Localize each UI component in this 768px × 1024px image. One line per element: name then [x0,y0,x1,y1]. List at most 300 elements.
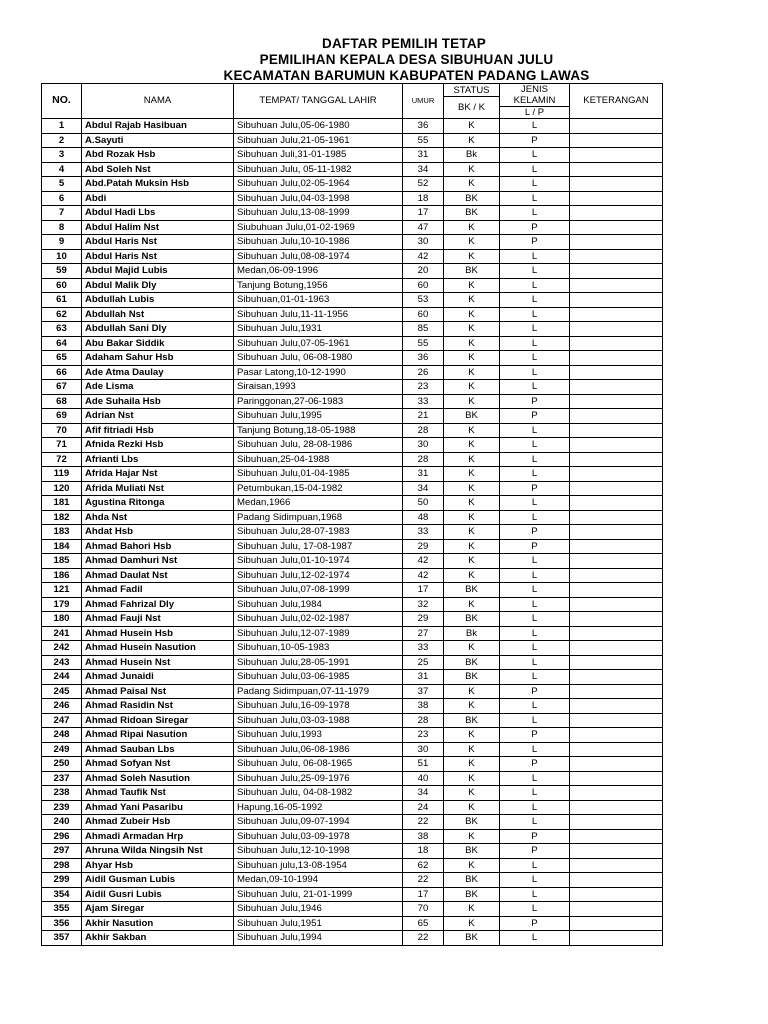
cell-keterangan [570,380,663,395]
cell-keterangan [570,162,663,177]
cell-status: K [444,786,500,801]
cell-tempat-tanggal-lahir: Sibuhuan Julu,28-05-1991 [234,655,403,670]
table-row [42,873,663,888]
cell-jenis-kelamin: L [500,177,570,192]
header-status-sub: BK / K [444,97,500,119]
table-row [42,380,663,395]
cell-tempat-tanggal-lahir: Sibuhuan Julu,01-10-1974 [234,554,403,569]
cell-umur: 18 [403,191,444,206]
cell-no: 61 [42,293,82,308]
cell-jenis-kelamin: L [500,902,570,917]
cell-nama: Abdul Hadi Lbs [82,206,234,221]
cell-nama: Abd.Patah Muksin Hsb [82,177,234,192]
cell-nama: Ade Suhaila Hsb [82,394,234,409]
cell-nama: Ahmad Fahrizal Dly [82,597,234,612]
cell-no: 357 [42,931,82,946]
cell-tempat-tanggal-lahir: Sibuhuan julu,13-08-1954 [234,858,403,873]
cell-status: K [444,336,500,351]
cell-umur: 25 [403,655,444,670]
cell-umur: 28 [403,713,444,728]
cell-keterangan [570,467,663,482]
cell-keterangan [570,394,663,409]
cell-jenis-kelamin: L [500,858,570,873]
cell-tempat-tanggal-lahir: Sibuhuan Julu,03-06-1985 [234,670,403,685]
cell-no: 244 [42,670,82,685]
cell-umur: 20 [403,264,444,279]
cell-no: 241 [42,626,82,641]
cell-umur: 22 [403,931,444,946]
cell-jenis-kelamin: L [500,249,570,264]
cell-no: 243 [42,655,82,670]
cell-keterangan [570,800,663,815]
table-row [42,177,663,192]
cell-nama: Abdi [82,191,234,206]
cell-umur: 29 [403,539,444,554]
cell-umur: 60 [403,278,444,293]
cell-status: K [444,510,500,525]
cell-jenis-kelamin: L [500,815,570,830]
table-row [42,771,663,786]
cell-jenis-kelamin: L [500,800,570,815]
table-row [42,742,663,757]
cell-umur: 17 [403,206,444,221]
cell-nama: Ade Atma Daulay [82,365,234,380]
cell-umur: 34 [403,481,444,496]
cell-jenis-kelamin: P [500,829,570,844]
cell-keterangan [570,713,663,728]
cell-tempat-tanggal-lahir: Sibuhuan Julu,16-09-1978 [234,699,403,714]
cell-jenis-kelamin: L [500,597,570,612]
cell-no: 1 [42,119,82,134]
cell-status: BK [444,264,500,279]
cell-tempat-tanggal-lahir: Sibuhuan Julu,12-10-1998 [234,844,403,859]
cell-status: K [444,119,500,134]
cell-umur: 48 [403,510,444,525]
header-status: STATUS [444,84,500,97]
cell-nama: Abd Soleh Nst [82,162,234,177]
cell-jenis-kelamin: L [500,554,570,569]
cell-jenis-kelamin: L [500,293,570,308]
cell-keterangan [570,423,663,438]
cell-keterangan [570,177,663,192]
cell-keterangan [570,815,663,830]
header-jenis-kelamin [500,84,570,119]
cell-umur: 32 [403,597,444,612]
table-row [42,699,663,714]
cell-keterangan [570,148,663,163]
cell-jenis-kelamin: L [500,380,570,395]
cell-no: 120 [42,481,82,496]
cell-jenis-kelamin: P [500,916,570,931]
cell-jenis-kelamin: L [500,699,570,714]
cell-nama: Ahda Nst [82,510,234,525]
cell-jenis-kelamin: L [500,771,570,786]
table-row [42,510,663,525]
table-row [42,307,663,322]
cell-no: 356 [42,916,82,931]
cell-status: K [444,902,500,917]
cell-nama: Ahruna Wilda Ningsih Nst [82,844,234,859]
cell-tempat-tanggal-lahir: Pasar Latong,10-12-1990 [234,365,403,380]
header-tempat-tanggal-lahir: TEMPAT/ TANGGAL LAHIR [234,84,403,119]
cell-keterangan [570,322,663,337]
table-row [42,394,663,409]
cell-umur: 29 [403,612,444,627]
cell-no: 9 [42,235,82,250]
cell-status: K [444,307,500,322]
cell-keterangan [570,409,663,424]
cell-status: Bk [444,626,500,641]
table-row [42,844,663,859]
cell-no: 354 [42,887,82,902]
cell-no: 72 [42,452,82,467]
cell-keterangan [570,481,663,496]
table-row [42,626,663,641]
cell-umur: 70 [403,902,444,917]
cell-keterangan [570,771,663,786]
cell-keterangan [570,336,663,351]
cell-status: K [444,684,500,699]
cell-status: K [444,162,500,177]
cell-no: 179 [42,597,82,612]
cell-jenis-kelamin: L [500,873,570,888]
cell-umur: 27 [403,626,444,641]
cell-nama: Abdul Majid Lubis [82,264,234,279]
cell-tempat-tanggal-lahir: Sibuhuan Julu,1994 [234,931,403,946]
table-row [42,554,663,569]
cell-nama: Ahmad Husein Nasution [82,641,234,656]
cell-keterangan [570,438,663,453]
cell-keterangan [570,916,663,931]
cell-status: BK [444,191,500,206]
cell-no: 7 [42,206,82,221]
cell-tempat-tanggal-lahir: Sibuhuan Julu,1946 [234,902,403,917]
table-row [42,438,663,453]
title-line-1: DAFTAR PEMILIH TETAP [322,36,486,51]
table-row [42,597,663,612]
cell-nama: Ade Lisma [82,380,234,395]
cell-no: 69 [42,409,82,424]
table-row [42,162,663,177]
cell-tempat-tanggal-lahir: Sibuhuan,25-04-1988 [234,452,403,467]
table-row [42,612,663,627]
cell-no: 246 [42,699,82,714]
cell-tempat-tanggal-lahir: Sibuhuan Julu,13-08-1999 [234,206,403,221]
cell-keterangan [570,742,663,757]
cell-tempat-tanggal-lahir: Sibuhuan Julu,04-03-1998 [234,191,403,206]
cell-tempat-tanggal-lahir: Sibuhuan Juli,31-01-1985 [234,148,403,163]
cell-nama: Afrida Hajar Nst [82,467,234,482]
cell-jenis-kelamin: L [500,119,570,134]
table-row [42,365,663,380]
cell-keterangan [570,887,663,902]
header-nama: NAMA [82,84,234,119]
cell-jenis-kelamin: L [500,438,570,453]
cell-jenis-kelamin: L [500,742,570,757]
cell-umur: 22 [403,873,444,888]
cell-nama: Agustina Ritonga [82,496,234,511]
cell-tempat-tanggal-lahir: Hapung,16-05-1992 [234,800,403,815]
cell-keterangan [570,133,663,148]
table-row [42,829,663,844]
table-row [42,191,663,206]
cell-tempat-tanggal-lahir: Paringgonan,27-06-1983 [234,394,403,409]
table-row [42,148,663,163]
cell-tempat-tanggal-lahir: Siraisan,1993 [234,380,403,395]
cell-umur: 24 [403,800,444,815]
cell-keterangan [570,597,663,612]
cell-nama: Ahmad Sofyan Nst [82,757,234,772]
cell-no: 247 [42,713,82,728]
cell-no: 62 [42,307,82,322]
cell-nama: Ahmad Junaidi [82,670,234,685]
cell-no: 249 [42,742,82,757]
cell-tempat-tanggal-lahir: Sibuhuan Julu,12-02-1974 [234,568,403,583]
cell-tempat-tanggal-lahir: Sibuhuan Julu,21-05-1961 [234,133,403,148]
cell-umur: 21 [403,409,444,424]
cell-keterangan [570,249,663,264]
table-row [42,902,663,917]
cell-umur: 28 [403,452,444,467]
cell-jenis-kelamin: L [500,365,570,380]
cell-no: 355 [42,902,82,917]
cell-jenis-kelamin: L [500,612,570,627]
table-row [42,815,663,830]
cell-nama: Afrianti Lbs [82,452,234,467]
table-row [42,481,663,496]
cell-tempat-tanggal-lahir: Sibuhuan Julu,03-03-1988 [234,713,403,728]
cell-keterangan [570,220,663,235]
table-row [42,583,663,598]
cell-nama: Abdul Haris Nst [82,249,234,264]
cell-tempat-tanggal-lahir: Sibuhuan Julu, 04-08-1982 [234,786,403,801]
cell-keterangan [570,612,663,627]
cell-tempat-tanggal-lahir: Sibuhuan Julu,25-09-1976 [234,771,403,786]
cell-status: K [444,554,500,569]
cell-umur: 52 [403,177,444,192]
cell-tempat-tanggal-lahir: Sibuhuan Julu, 28-08-1986 [234,438,403,453]
cell-status: K [444,597,500,612]
cell-jenis-kelamin: L [500,423,570,438]
cell-umur: 36 [403,119,444,134]
cell-keterangan [570,119,663,134]
cell-status: K [444,641,500,656]
cell-nama: Ahmad Paisal Nst [82,684,234,699]
cell-tempat-tanggal-lahir: Sibuhuan Julu,05-06-1980 [234,119,403,134]
cell-tempat-tanggal-lahir: Padang Sidimpuan,1968 [234,510,403,525]
cell-tempat-tanggal-lahir: Sibuhuan Julu, 17-08-1987 [234,539,403,554]
cell-nama: Adrian Nst [82,409,234,424]
table-row [42,525,663,540]
cell-jenis-kelamin: L [500,887,570,902]
cell-no: 298 [42,858,82,873]
cell-jenis-kelamin: L [500,583,570,598]
cell-keterangan [570,786,663,801]
cell-no: 4 [42,162,82,177]
cell-status: K [444,829,500,844]
cell-umur: 31 [403,670,444,685]
cell-tempat-tanggal-lahir: Sibuhuan Julu, 06-08-1980 [234,351,403,366]
cell-jenis-kelamin: L [500,191,570,206]
cell-jenis-kelamin: L [500,162,570,177]
cell-jenis-kelamin: L [500,264,570,279]
cell-tempat-tanggal-lahir: Medan,09-10-1994 [234,873,403,888]
cell-nama: Ahmad Husein Nst [82,655,234,670]
cell-tempat-tanggal-lahir: Tanjung Botung,18-05-1988 [234,423,403,438]
cell-umur: 28 [403,423,444,438]
cell-jenis-kelamin: P [500,539,570,554]
cell-keterangan [570,539,663,554]
cell-jenis-kelamin: L [500,655,570,670]
cell-no: 296 [42,829,82,844]
table-row [42,249,663,264]
cell-no: 3 [42,148,82,163]
cell-no: 245 [42,684,82,699]
voter-rows [42,119,663,946]
cell-jenis-kelamin: L [500,322,570,337]
cell-nama: Abdullah Lubis [82,293,234,308]
cell-status: K [444,771,500,786]
table-row [42,206,663,221]
cell-tempat-tanggal-lahir: Sibuhuan Julu,1995 [234,409,403,424]
cell-status: K [444,525,500,540]
cell-status: K [444,380,500,395]
cell-umur: 22 [403,815,444,830]
cell-jenis-kelamin: L [500,670,570,685]
cell-keterangan [570,206,663,221]
cell-nama: A.Sayuti [82,133,234,148]
cell-no: 297 [42,844,82,859]
table-row [42,264,663,279]
cell-nama: Ahmad Taufik Nst [82,786,234,801]
cell-status: K [444,365,500,380]
cell-jenis-kelamin: L [500,510,570,525]
cell-status: K [444,481,500,496]
cell-status: K [444,394,500,409]
cell-umur: 23 [403,728,444,743]
cell-no: 66 [42,365,82,380]
cell-keterangan [570,278,663,293]
cell-no: 185 [42,554,82,569]
cell-tempat-tanggal-lahir: Sibuhuan Julu,07-05-1961 [234,336,403,351]
cell-nama: Ahmad Damhuri Nst [82,554,234,569]
cell-status: K [444,800,500,815]
cell-umur: 40 [403,771,444,786]
cell-keterangan [570,670,663,685]
cell-status: BK [444,612,500,627]
cell-jenis-kelamin: L [500,206,570,221]
cell-no: 184 [42,539,82,554]
cell-no: 6 [42,191,82,206]
cell-no: 70 [42,423,82,438]
cell-jenis-kelamin: L [500,626,570,641]
cell-keterangan [570,902,663,917]
cell-tempat-tanggal-lahir: Sibuhuan Julu,1951 [234,916,403,931]
cell-keterangan [570,191,663,206]
cell-status: K [444,235,500,250]
table-row [42,119,663,134]
cell-keterangan [570,351,663,366]
cell-status: BK [444,670,500,685]
cell-tempat-tanggal-lahir: Sibuhuan Julu, 06-08-1965 [234,757,403,772]
cell-keterangan [570,293,663,308]
cell-no: 8 [42,220,82,235]
cell-no: 119 [42,467,82,482]
cell-tempat-tanggal-lahir: Medan,1966 [234,496,403,511]
cell-jenis-kelamin: P [500,525,570,540]
cell-umur: 33 [403,394,444,409]
cell-no: 182 [42,510,82,525]
cell-umur: 55 [403,133,444,148]
cell-no: 237 [42,771,82,786]
cell-keterangan [570,307,663,322]
cell-umur: 65 [403,916,444,931]
cell-nama: Ahmad Yani Pasaribu [82,800,234,815]
cell-tempat-tanggal-lahir: Sibuhuan Julu,1984 [234,597,403,612]
table-row [42,887,663,902]
cell-tempat-tanggal-lahir: Sibuhuan Julu,10-10-1986 [234,235,403,250]
table-row [42,568,663,583]
cell-umur: 34 [403,162,444,177]
cell-no: 238 [42,786,82,801]
table-row [42,539,663,554]
cell-jenis-kelamin: P [500,728,570,743]
cell-umur: 18 [403,844,444,859]
cell-umur: 17 [403,887,444,902]
cell-tempat-tanggal-lahir: Tanjung Botung,1956 [234,278,403,293]
cell-no: 181 [42,496,82,511]
table-row [42,423,663,438]
cell-umur: 38 [403,829,444,844]
cell-no: 65 [42,351,82,366]
cell-status: K [444,351,500,366]
cell-keterangan [570,554,663,569]
cell-jenis-kelamin: L [500,148,570,163]
cell-status: K [444,742,500,757]
cell-jenis-kelamin: L [500,351,570,366]
cell-no: 248 [42,728,82,743]
cell-status: K [444,858,500,873]
cell-umur: 31 [403,148,444,163]
cell-nama: Ahdat Hsb [82,525,234,540]
cell-umur: 50 [403,496,444,511]
table-row [42,728,663,743]
cell-status: K [444,220,500,235]
cell-no: 59 [42,264,82,279]
cell-umur: 36 [403,351,444,366]
table-row [42,858,663,873]
cell-status: BK [444,206,500,221]
cell-tempat-tanggal-lahir: Sibuhuan Julu,02-02-1987 [234,612,403,627]
cell-tempat-tanggal-lahir: Sibuhuan Julu,08-08-1974 [234,249,403,264]
cell-nama: Abdul Rajab Hasibuan [82,119,234,134]
cell-umur: 37 [403,684,444,699]
cell-umur: 23 [403,380,444,395]
cell-tempat-tanggal-lahir: Sibuhuan,01-01-1963 [234,293,403,308]
table-row [42,786,663,801]
cell-no: 67 [42,380,82,395]
cell-keterangan [570,655,663,670]
cell-keterangan [570,365,663,380]
table-row [42,713,663,728]
cell-status: BK [444,409,500,424]
cell-jenis-kelamin: P [500,394,570,409]
cell-keterangan [570,568,663,583]
table-row [42,336,663,351]
cell-status: K [444,322,500,337]
cell-umur: 51 [403,757,444,772]
cell-tempat-tanggal-lahir: Petumbukan,15-04-1982 [234,481,403,496]
